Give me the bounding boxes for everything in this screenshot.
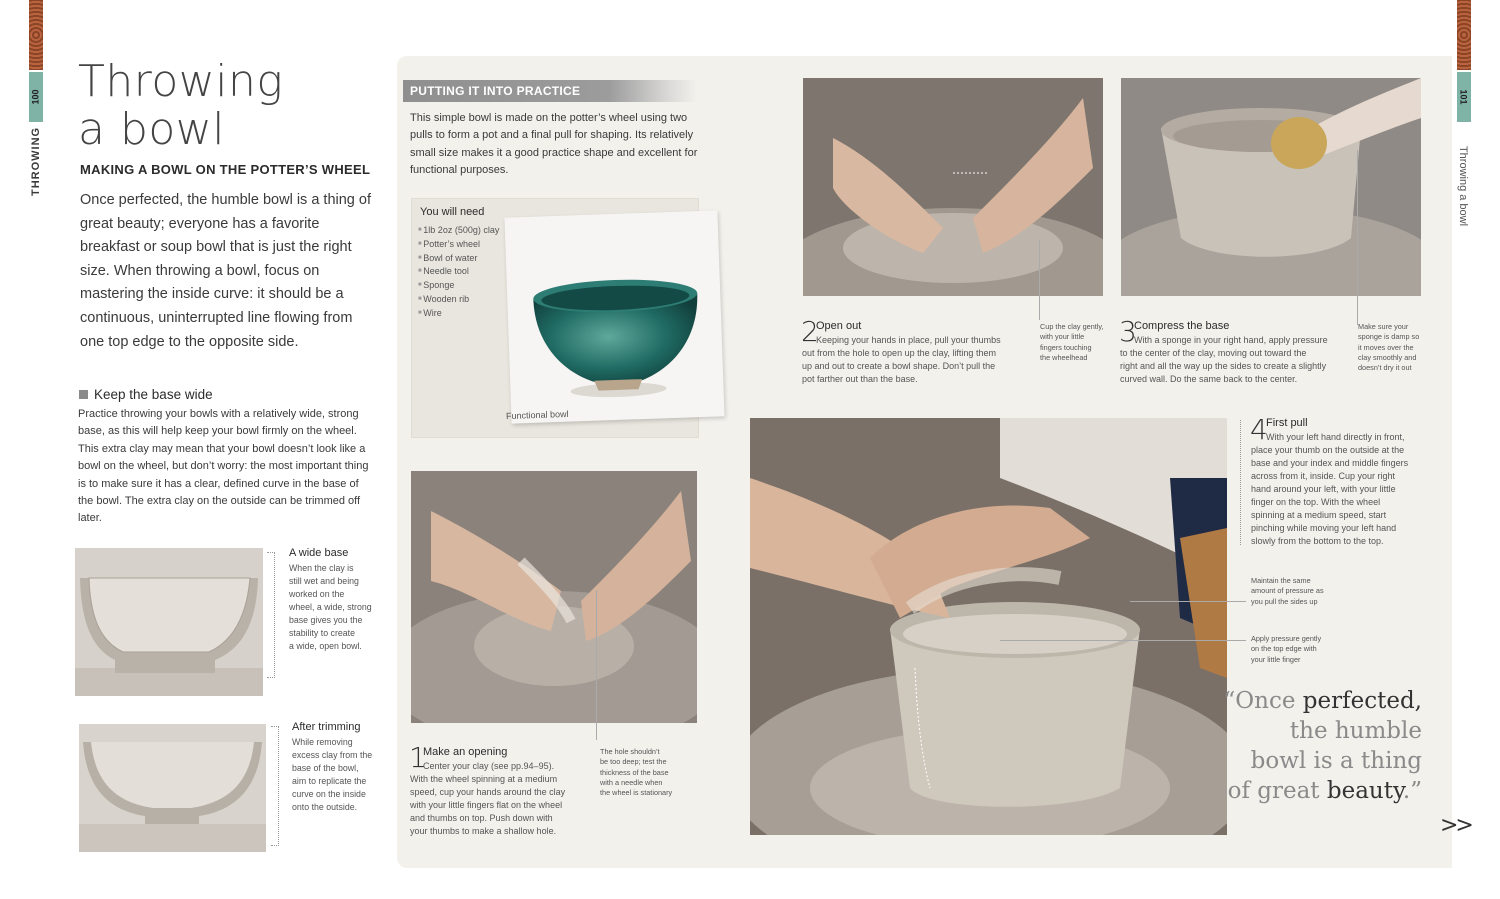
step-4-text: With your left hand directly in front, place your thumb on the outside at the base and your index and middle fingers across from it, inside. Cup your right hand around your left, with your little finger on the top. With the wheel spinning at a medium speed, start pinching while moving your left hand slowly from the bottom to the top. <box>1251 432 1409 546</box>
note-damp-sponge: Make sure your sponge is damp so it moves over the clay smoothly and doesn’t dry it out <box>1358 322 1420 373</box>
step-4-photo <box>750 418 1227 835</box>
step-4-heading: First pull <box>1266 417 1308 429</box>
after-trimming-photo <box>79 724 266 852</box>
practice-banner: PUTTING IT INTO PRACTICE <box>403 80 697 102</box>
wide-base-text: When the clay is still wet and being worked on the wheel, a wide, strong base gives you the stability to create a wide, open bowl. <box>289 563 372 651</box>
note-hole-depth: The hole shouldn’t be too deep; test the thickness of the base with a needle when the wheel is stationary <box>600 747 673 798</box>
step-1-note-line <box>596 590 597 740</box>
wide-base-bracket <box>267 552 275 678</box>
note-cup-clay: Cup the clay gently, with your little fingers touching the wheelhead <box>1040 322 1104 362</box>
step-1-heading: Make an opening <box>423 746 508 758</box>
top-edge-note-line <box>1000 640 1246 641</box>
after-trimming-heading: After trimming <box>292 721 361 733</box>
list-item: ■ Potter’s wheel <box>418 238 499 252</box>
page-subtitle: MAKING A BOWL ON THE POTTER’S WHEEL <box>80 162 371 177</box>
step-3-note-line <box>1357 150 1358 325</box>
note-top-edge-pressure: Apply pressure gently on the top edge with your little finger <box>1251 634 1322 664</box>
green-bowl-illustration <box>504 210 724 423</box>
step-2-heading: Open out <box>816 320 862 332</box>
tip-heading: Keep the base wide <box>79 387 213 402</box>
wide-base-heading: A wide base <box>289 547 349 559</box>
list-item: ■ Bowl of water <box>418 252 499 266</box>
right-section-label: Throwing a bowl <box>1457 145 1469 227</box>
wide-base-cross-section-illustration <box>75 548 263 696</box>
page-title: Throwing a bowl <box>78 56 284 155</box>
you-will-need-list <box>418 224 499 321</box>
next-page-chevron-icon: >> <box>1440 813 1471 838</box>
step-3-photo <box>1121 78 1421 296</box>
right-spine-clay-strip <box>1457 0 1471 70</box>
step-3-number: 3 <box>1119 315 1137 348</box>
right-page-number-tab: 101 <box>1457 72 1471 122</box>
step-3-text: With a sponge in your right hand, apply pressure to the center of the clay, moving out toward the right and all the way up the sides to create a slightly curved wall. Do the same back to the center. <box>1120 335 1328 384</box>
square-bullet-icon <box>79 390 88 399</box>
practice-intro-text: This simple bowl is made on the potter’s wheel using two pulls to form a pot and a final pull for shaping. Its relatively small size makes it a good practice shape and excellent for functional purposes. <box>410 112 698 177</box>
step-2-number: 2 <box>801 315 819 348</box>
step-2-note-line <box>1039 240 1040 320</box>
after-trimming-text: While removing excess clay from the base of the bowl, aim to replicate the curve on the inside onto the outside. <box>292 737 373 812</box>
step-1-text: Center your clay (see pp.94–95). With the wheel spinning at a medium speed, cup your hands around the clay with your little fingers flat on the wheel and thumbs on top. Push down with your thumbs to make a shallow hole. <box>410 761 566 836</box>
step-3-heading: Compress the base <box>1134 320 1230 332</box>
wide-base-photo <box>75 548 263 696</box>
step-1-photo <box>411 471 697 723</box>
pressure-note-line <box>1130 601 1246 602</box>
tip-body: Practice throwing your bowls with a relatively wide, strong base, as this will help keep your bowl firmly on the wheel. This extra clay may mean that your bowl doesn’t look like a bowl on the wheel, but don’t worry: the most important thing is to make sure it has a clear, defined curve in the base of the bowl. The extra clay on the outside can be trimmed off later. <box>78 408 369 525</box>
intro-paragraph: Once perfected, the humble bowl is a thing of great beauty; everyone has a favorite breakfast or soup bowl that is just the right size. When throwing a bowl, focus on mastering the inside curve: it should be a continuous, uninterrupted line flowing from one top edge to the opposite side. <box>80 192 371 350</box>
functional-bowl-caption: Functional bowl <box>505 408 569 422</box>
left-page-number-tab: 100 <box>29 72 43 122</box>
after-trimming-bracket <box>271 726 279 846</box>
trimmed-bowl-illustration <box>79 724 266 852</box>
hands-opening-out-illustration <box>803 78 1103 296</box>
step-4-number: 4 <box>1250 413 1268 446</box>
note-maintain-pressure: Maintain the same amount of pressure as you pull the sides up <box>1251 576 1324 606</box>
sponge-compressing-base-illustration <box>1121 78 1421 296</box>
step-4-bracket-line <box>1240 420 1241 545</box>
functional-bowl-photo <box>504 210 724 423</box>
list-item: ■ Needle tool <box>418 265 499 279</box>
left-section-label: THROWING <box>30 126 42 196</box>
list-item: ■ Sponge <box>418 279 499 293</box>
step-2-text: Keeping your hands in place, pull your thumbs out from the hole to open up the clay, lifting them up and out to create a bowl shape. Don’t pull the pot farther out than the base. <box>802 335 1001 384</box>
step-1-number: 1 <box>409 741 427 774</box>
left-spine-clay-strip <box>29 0 43 70</box>
list-item: ■ Wire <box>418 307 499 321</box>
pull-quote: “Once perfected, the humble bowl is a thing of great beauty.” <box>1223 688 1422 804</box>
list-item: ■ Wooden rib <box>418 293 499 307</box>
hands-opening-clay-illustration <box>411 471 697 723</box>
first-pull-hands-illustration <box>750 418 1227 835</box>
you-will-need-heading: You will need <box>420 206 485 218</box>
list-item: ■ 1lb 2oz (500g) clay <box>418 224 499 238</box>
step-2-photo <box>803 78 1103 296</box>
